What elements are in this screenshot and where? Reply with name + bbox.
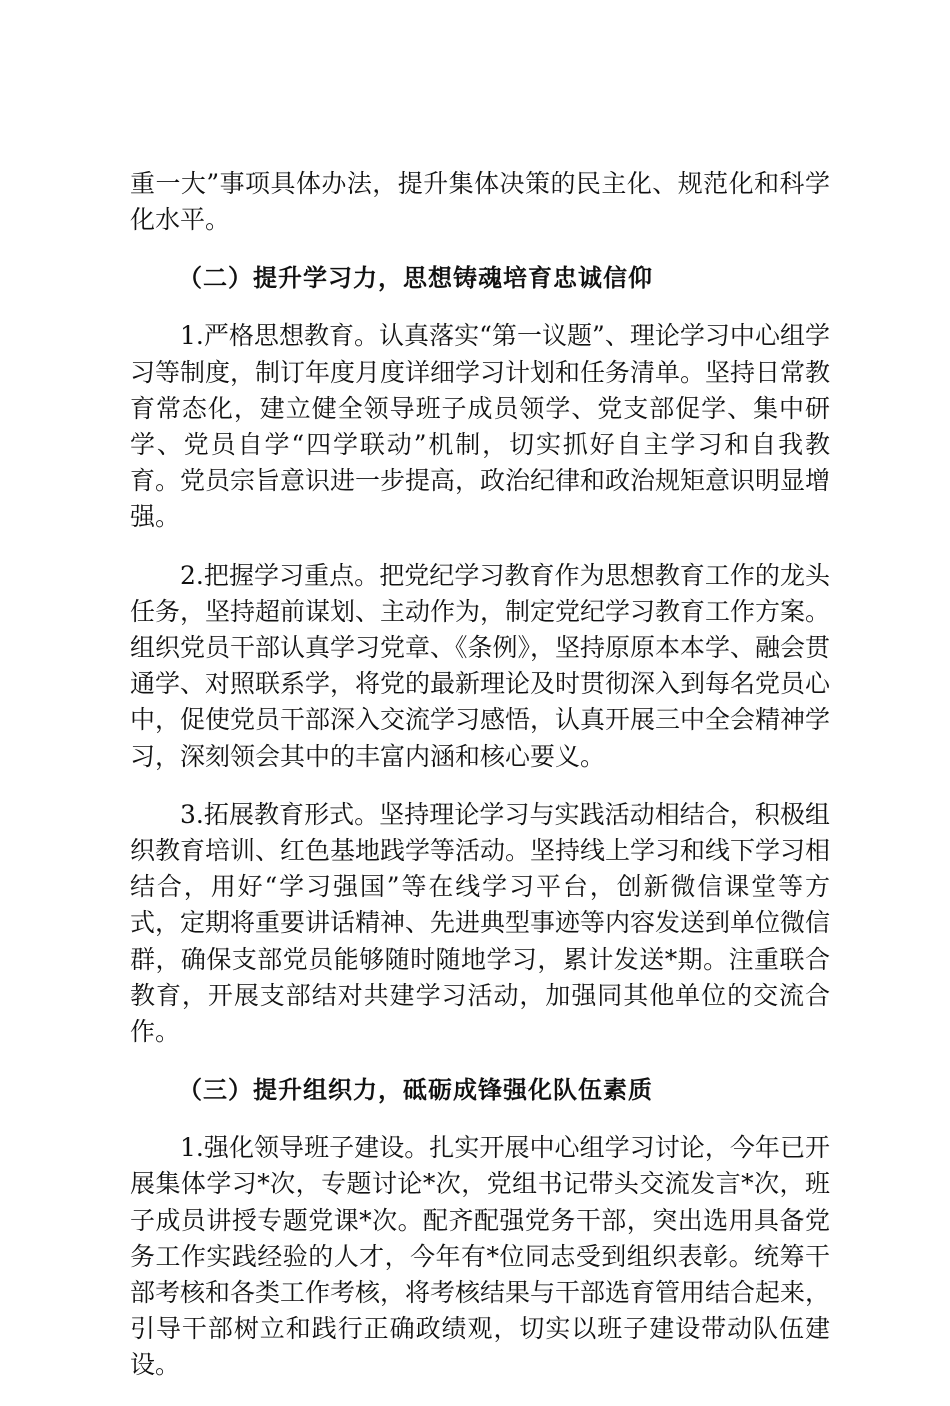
paragraph-leadership-building: 1.强化领导班子建设。扎实开展中心组学习讨论，今年已开展集体学习*次，专题讨论*次，党组书记带头交流发言*次，班子成员讲授专题党课*次。配齐配强党务干部，突出选用具备党务工作实践经验的人才，今年有*位同志受到组织表彰。统筹干部考核和各类工作考核，将考核结果与干部选育管用结合起来，引导干部树立和践行正确政绩观，切实以班子建设带动队伍建设。	[130, 1133, 831, 1380]
paragraph-study-focus: 2.把握学习重点。把党纪学习教育作为思想教育工作的龙头任务，坚持超前谋划、主动作为，制定党纪学习教育工作方案。组织党员干部认真学习党章、《条例》，坚持原原本本学、融会贯通学、对照联系学，将党的最新理论及时贯彻深入到每名党员心中，促使党员干部深入交流学习感悟，认真开展三中全会精神学习，深刻领会其中的丰富内涵和核心要义。	[130, 560, 831, 771]
paragraph-strict-education: 1.严格思想教育。认真落实“第一议题”、理论学习中心组学习等制度，制订年度月度详细学习计划和任务清单。坚持日常教育常态化，建立健全领导班子成员领学、党支部促学、集中研学、党员自学“四学联动”机制，切实抓好自主学习和自我教育。党员宗旨意识进一步提高，政治纪律和政治规矩意识明显增强。	[130, 321, 831, 532]
paragraph-education-forms: 3.拓展教育形式。坚持理论学习与实践活动相结合，积极组织教育培训、红色基地践学等活动。坚持线上学习和线下学习相结合，用好“学习强国”等在线学习平台，创新微信课堂等方式，定期将重要讲话精神、先进典型事迹等内容发送到单位微信群，确保支部党员能够随时随地学习，累计发送*期。注重联合教育，开展支部结对共建学习活动，加强同其他单位的交流合作。	[130, 799, 831, 1047]
paragraph-continued: 重一大”事项具体办法，提升集体决策的民主化、规范化和科学化水平。	[130, 169, 830, 235]
section-heading-3: （三）提升组织力，砥砺成锋强化队伍素质	[178, 1076, 653, 1105]
document-body	[130, 166, 830, 1406]
section-heading-2: （二）提升学习力，思想铸魂培育忠诚信仰	[178, 264, 653, 293]
